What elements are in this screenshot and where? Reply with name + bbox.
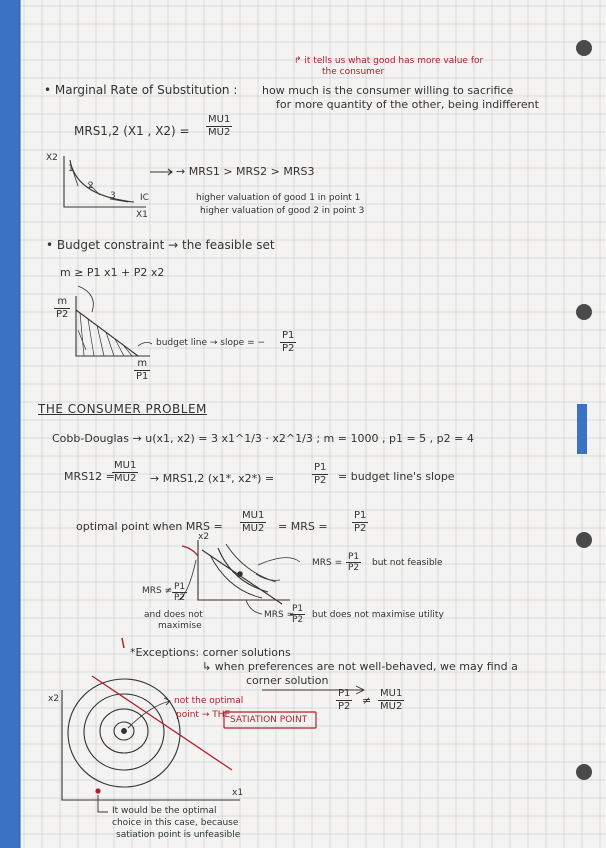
mrs-definition: MRS12 =: [64, 470, 115, 483]
axis-label-x: x1: [232, 788, 244, 798]
budget-slope-note: = budget line's slope: [338, 470, 455, 483]
point-label-2: 2: [88, 181, 94, 191]
corner-note-1: It would be the optimal: [112, 806, 217, 816]
binder-hole: [576, 764, 592, 780]
mrs-condition: → MRS1,2 (x1*, x2*) =: [150, 472, 275, 485]
point-label-1: 1: [68, 164, 74, 174]
annotation-fraction: $\frac{P1}{P2}$: [292, 604, 304, 625]
optimal-price-fraction: $\frac{P1}{P2}$: [354, 510, 367, 534]
optimal-mu-fraction: $\frac{MU1}{MU2}$: [242, 510, 265, 534]
mrs-description-2: for more quantity of the other, being indifferent: [276, 98, 539, 111]
mrs-note-red: ↱ it tells us what good has more value for: [294, 56, 484, 66]
section-title-mrs: • Marginal Rate of Substitution :: [44, 83, 238, 97]
mrs-comparison: → MRS1 > MRS2 > MRS3: [176, 165, 315, 178]
mrs-note-2: higher valuation of good 2 in point 3: [200, 206, 365, 216]
curve-label-ic: IC: [140, 193, 149, 203]
axis-label-y: X2: [46, 153, 58, 163]
not-optimal-note: not the optimal: [174, 696, 244, 706]
exceptions-title: *Exceptions: corner solutions: [130, 646, 291, 659]
axis-label-x: X1: [136, 210, 148, 220]
section-heading: THE CONSUMER PROBLEM: [38, 402, 207, 416]
point-label-3: 3: [110, 191, 116, 201]
corner-note-3: satiation point is unfeasible: [116, 830, 241, 840]
budget-x-intercept: $\frac{m}{P1}$: [136, 358, 149, 382]
binder-hole: [576, 532, 592, 548]
price-ratio-fraction: $\frac{P1}{P2}$: [314, 462, 327, 486]
annotation-not-feasible: MRS =: [312, 558, 343, 568]
budget-line-label: budget line → slope = −: [156, 338, 266, 348]
mrs-note-1: higher valuation of good 1 in point 1: [196, 193, 361, 203]
not-equal-sign: ≠: [362, 694, 372, 707]
margin-strip: [0, 0, 20, 848]
axis-label-y: x2: [48, 694, 60, 704]
mrs-formula: MRS1,2 (X1 , X2) =: [74, 124, 190, 138]
exceptions-line-1: ↳ when preferences are not well-behaved, we may find a: [202, 660, 518, 673]
cobb-douglas-function: Cobb-Douglas → u(x1, x2) = 3 x1^1/3 · x2^1/3 ; m = 1000 , p1 = 5 , p2 = 4: [52, 432, 474, 445]
exceptions-line-2: corner solution: [246, 674, 329, 687]
annotation-does-not: and does not: [144, 610, 203, 620]
axis-label-y: x2: [198, 532, 210, 542]
budget-inequality: m ≥ P1 x1 + P2 x2: [60, 266, 165, 279]
corner-note-2: choice in this case, because: [112, 818, 239, 828]
annotation-not-max: MRS =: [264, 610, 295, 620]
annotation-fraction: $\frac{P1}{P2}$: [348, 552, 360, 573]
mrs-note-red-2: the consumer: [322, 67, 385, 77]
binder-hole: [576, 40, 592, 56]
annotation-mrs-neq: MRS ≠: [142, 586, 173, 596]
annotation-not-max-text: but does not maximise utility: [312, 610, 444, 620]
optimal-equals: = MRS =: [278, 520, 328, 533]
mrs-fraction: $\frac{MU1}{MU2}$: [114, 460, 137, 484]
mrs-formula-fraction: $\frac{MU1}{MU2}$: [208, 114, 231, 138]
annotation-not-feasible-text: but not feasible: [372, 558, 443, 568]
mrs-description: how much is the consumer willing to sacrifice: [262, 84, 514, 97]
brand-tag: [577, 404, 587, 454]
section-title-budget: • Budget constraint → the feasible set: [46, 238, 275, 252]
satiation-point-label: SATIATION POINT: [230, 715, 308, 725]
binder-hole: [576, 304, 592, 320]
budget-slope-fraction: $\frac{P1}{P2}$: [282, 330, 295, 354]
mu-ratio-fraction: $\frac{MU1}{MU2}$: [380, 688, 403, 712]
not-optimal-note-2: point → THE: [176, 710, 231, 720]
annotation-fraction: $\frac{P1}{P2}$: [174, 582, 186, 603]
annotation-maximise: maximise: [158, 621, 202, 631]
optimal-point-condition: optimal point when MRS =: [76, 520, 223, 533]
price-ratio-fraction: $\frac{P1}{P2}$: [338, 688, 351, 712]
budget-y-intercept: $\frac{m}{P2}$: [56, 296, 69, 320]
